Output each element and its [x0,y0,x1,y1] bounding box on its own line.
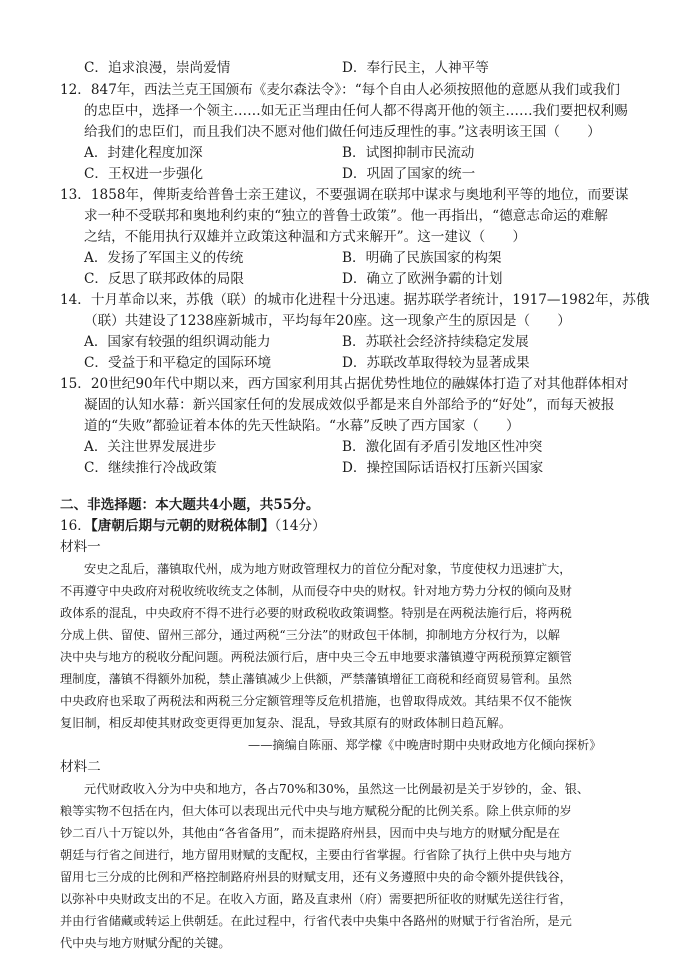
q15-stem-line: 凝固的认知水幕：新兴国家任何的发展成效似乎都是来自外部给予的“好处”，而每天被报 [84,397,615,413]
q13-stem-line: 求一种不受联邦和奥地利约束的“独立的普鲁士政策”。他一再指出，“德意志命运的难解 [84,208,608,224]
q16-title: 【唐朝后期与元朝的财税体制】 [90,518,275,534]
q12-option-c: C．王权进一步强化 [84,166,204,182]
section-heading: 二、非选择题：本大题共4小题，共55分。 [60,497,320,513]
q12-stem-line: 的忠臣中，选择一个领主……如无正当理由任何人都不得离开他的领主……我们要把权利赐 [84,103,628,119]
q13-option-d: D．确立了欧洲争霸的计划 [342,271,503,287]
material1-line: 政体系的混乱，中央政府不得不进行必要的财政税收政策调整。特别是在两税法施行后，将两税 [60,606,572,620]
material2-line: 粮等实物不包括在内，但大体可以表现出元代中央与地方赋税分配的比例关系。除上供京师的岁 [60,804,572,818]
q15-stem-line: 道的“失败”都验证着本体的先天性缺陷。“水幕”反映了西方国家（ ） [84,418,520,434]
q14-option-a: A．国家有较强的组织调动能力 [84,334,271,350]
q12-option-d: D．巩固了国家的统一 [342,166,476,182]
material1-line: 不再遵守中央政府对税收统收统支之体制，从而侵夺中央的财权。针对地方势力分权的倾向及财 [60,584,572,598]
q16-heading [60,516,326,536]
material1-line: 理制度，藩镇不得额外加税，禁止藩镇减少上供额，严禁藩镇增征工商税和经商贸易管利。虽然 [60,672,572,686]
q13-option-c: C．反思了联邦政体的局限 [84,271,244,287]
q15-stem-line: 15．20世纪90年代中期以来，西方国家利用其占据优势性地位的融媒体打造了对其他群体相对 [60,376,629,392]
q14-stem-line: 14．十月革命以来，苏俄（联）的城市化进程十分迅速。据苏联学者统计，1917—1982年，苏俄 [60,292,650,308]
material-label: 材料二 [60,759,101,775]
q14-option-b: B．苏联社会经济持续稳定发展 [342,334,529,350]
q12-stem-line: 给我们的忠臣们，而且我们决不愿对他们做任何违反理性的事。”这表明该王国（ ） [84,124,601,140]
q12-stem-line: 12．847年，西法兰克王国颁布《麦尔森法令》：“每个自由人必须按照他的意愿从我们或我们 [60,82,620,98]
q11-option-d: D．奉行民主，人神平等 [342,60,489,76]
material2-line: 以弥补中央财政支出的不足。在收入方面，路及直隶州（府）需要把所征收的财赋先送往行省， [60,892,572,906]
material-label: 材料一 [60,539,101,555]
q14-option-c: C．受益于和平稳定的国际环境 [84,355,272,371]
material2-line: 钞二百八十万锭以外，其他由“各省备用”，而未提路府州县，因而中央与地方的财赋分配是在 [60,826,560,840]
q13-stem-line: 13．1858年，俾斯麦给普鲁士亲王建议，不要强调在联邦中谋求与奥地利平等的地位，而要谋 [60,187,629,203]
material2-line: 并由行省储藏或转运上供朝廷。在此过程中，行省代表中央集中各路州的财赋于行省治所，是元 [60,914,572,928]
material2-line: 元代财政收入分为中央和地方，各占70%和30%，虽然这一比例最初是关于岁钞的，金、银、 [84,782,590,796]
q15-option-b: B．激化固有矛盾引发地区性冲突 [342,439,543,455]
q15-option-c: C．继续推行冷战政策 [84,460,217,476]
material1-line: 分成上供、留使、留州三部分，通过两税“三分法”的财政包干体制，抑制地方分权行为，以解 [60,628,560,642]
material1-source: ——摘编自陈丽、郑学檬《中晚唐时期中央财政地方化倾向探析》 [248,738,602,752]
q11-option-c: C．追求浪漫，崇尚爱情 [84,60,231,76]
q16-number: 16． [60,518,91,534]
material2-line: 留用七三分成的比例和严格控制路府州县的财赋支用，还有义务遵照中央的命令额外提供钱谷， [60,870,572,884]
q13-option-b: B．明确了民族国家的构架 [342,250,502,266]
material1-line: 复旧制，相反却使其财政变更得更加复杂、混乱，导致其原有的财政体制日趋瓦解。 [60,716,511,730]
q13-option-a: A．发扬了军国主义的传统 [84,250,244,266]
q14-option-d: D．苏联改革取得较为显著成果 [342,355,530,371]
material1-line: 安史之乱后，藩镇取代州，成为地方财政管理权力的首位分配对象，节度使权力迅速扩大， [84,562,572,576]
material2-line: 代中央与地方财赋分配的关键。 [60,936,231,950]
q15-option-d: D．操控国际话语权打压新兴国家 [342,460,544,476]
material2-line: 朝廷与行省之间进行，地方留用财赋的支配权，主要由行省掌握。行省除了执行上供中央与地方 [60,848,572,862]
q15-option-a: A．关注世界发展进步 [84,439,217,455]
q14-stem-line: （联）共建设了1238座新城市，平均每年20座。这一现象产生的原因是（ ） [84,313,571,329]
material1-line: 中央政府也采取了两税法和两税三分定额管理等反危机措施，也曾取得成效。其结果不仅不能恢 [60,694,572,708]
q16-score: （14分） [274,518,326,534]
q13-stem-line: 之结，不能用执行双雄并立政策这种温和方式来解开”。这一建议（ ） [84,229,526,245]
material1-line: 决中央与地方的税收分配问题。两税法颁行后，唐中央三令五申地要求藩镇遵守两税预算定额管 [60,650,572,664]
q12-option-b: B．试图抑制市民流动 [342,145,475,161]
q12-option-a: A．封建化程度加深 [84,145,203,161]
